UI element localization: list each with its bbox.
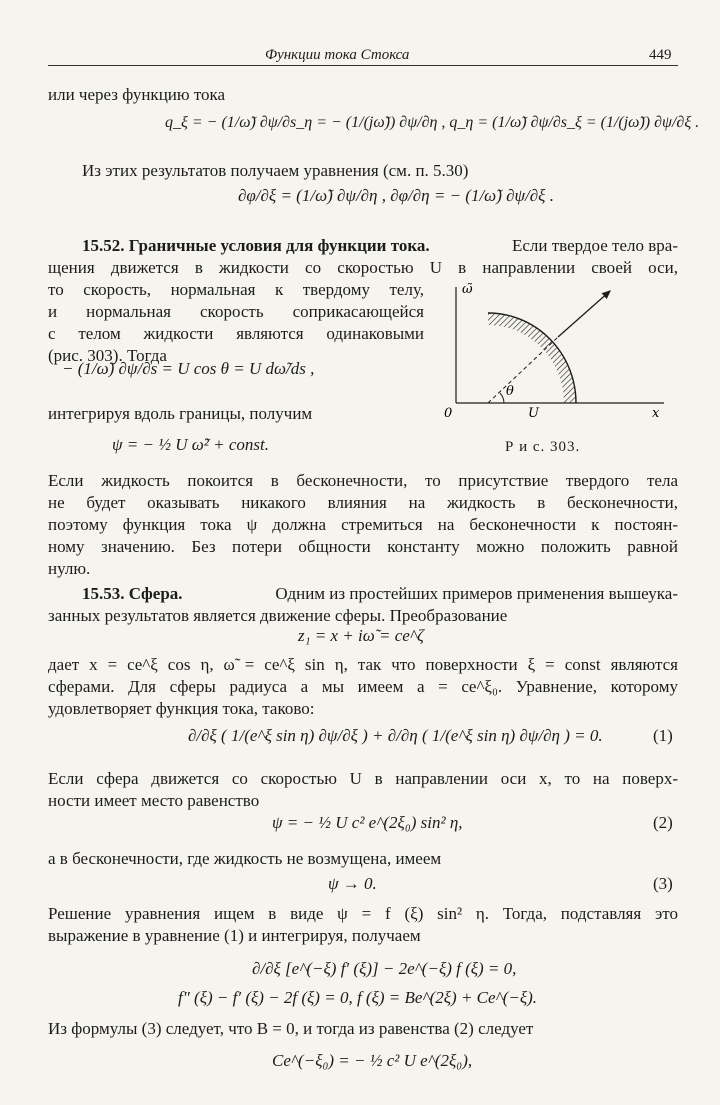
figure-303-diagram — [440, 283, 672, 423]
equation-potential-relations: ∂φ/∂ξ = (1/ω̃) ∂ψ/∂η , ∂φ/∂η = − (1/ω̃) ∂ψ/∂ξ . — [238, 186, 554, 205]
paragraph-at-infinity: а в бесконечности, где жидкость не возмущена, имеем — [48, 849, 442, 868]
velocity-label: U — [528, 406, 539, 421]
text-line: с телом жидкости являются одинаковыми — [48, 324, 424, 343]
section-15-53-line-2: занных результатов является движение сферы. Преобразование — [48, 606, 508, 625]
section-heading-15-52: 15.52. Граничные условия для функции тока. — [82, 236, 430, 255]
equation-number-3: (3) — [653, 874, 673, 893]
sphere-surface-hatching — [488, 313, 576, 403]
paragraph-sphere-moving — [48, 768, 678, 812]
equation-number-1: (1) — [653, 726, 673, 745]
section-15-53-first-line — [82, 583, 678, 605]
text-line: (рис. 303). Тогда — [48, 346, 167, 365]
section-heading-15-53: 15.53. Сфера. — [82, 584, 183, 603]
text-line: ному значению. Без потери общности константу можно положить равной — [48, 537, 678, 556]
text-line: Решение уравнения ищем в виде ψ = f (ξ) sin² η. Тогда, подставляя это — [48, 904, 678, 923]
paragraph-integrating: интегрируя вдоль границы, получим — [48, 404, 313, 423]
text-line: и нормальная скорость соприкасающейся — [48, 302, 424, 321]
text-line: Если жидкость покоится в бесконечности, то присутствие твердого тела — [48, 471, 678, 490]
text-line: щения движется в жидкости со скоростью U в направлении своей оси, — [48, 258, 678, 277]
origin-label: 0 — [444, 406, 453, 421]
angle-theta-label: θ — [506, 384, 514, 399]
equation-constant-c: Ce^(−ξ₀) = − ½ c² U e^(2ξ₀), — [272, 1051, 473, 1070]
text-line: удовлетворяет функция тока, таково: — [48, 699, 315, 718]
equation-integrated-form: ∂/∂ξ [e^(−ξ) f′ (ξ)] − 2e^(−ξ) f (ξ) = 0, — [252, 959, 517, 978]
header-rule — [48, 65, 678, 66]
equation-velocity-components: q_ξ = − (1/ω̃) ∂ψ/∂s_η = − (1/(jω̃)) ∂ψ/∂η , q_η = (1/ω̃) ∂ψ/∂s_ξ = (1/(jω̃)) ∂ψ/∂ξ . — [165, 114, 700, 131]
text-line: поэтому функция тока ψ должна стремиться на бесконечности к постоян- — [48, 515, 678, 534]
paragraph-intro: или через функцию тока — [48, 85, 226, 104]
paragraph-sphere-coordinates — [48, 654, 678, 720]
normal-vector-arrow — [558, 291, 610, 337]
axis-y-label: ω̃ — [462, 283, 473, 297]
equation-surface-condition: ψ = − ½ U c² e^(2ξ₀) sin² η, — [272, 813, 463, 832]
section-15-52-first-line — [82, 235, 678, 257]
page-number: 449 — [649, 47, 672, 63]
paragraph-results: Из этих результатов получаем уравнения (см. п. 5.30) — [82, 161, 469, 180]
section-15-53-line-1: Одним из простейших примеров применения вышеука- — [275, 584, 678, 603]
text-line: ности имеет место равенство — [48, 791, 260, 810]
equation-infinity-condition: ψ → 0. — [328, 874, 377, 893]
axis-x-label: x — [652, 406, 660, 421]
text-line: выражение в уравнение (1) и интегрируя, получаем — [48, 926, 421, 945]
paragraph-fluid-at-infinity — [48, 470, 678, 580]
equation-stream-function-pde: ∂/∂ξ ( 1/(e^ξ sin η) ∂ψ/∂ξ ) + ∂/∂η ( 1/(e^ξ sin η) ∂ψ/∂η ) = 0. — [188, 726, 603, 745]
text-line: дает x = ce^ξ cos η, ω̃ = ce^ξ sin η, так что поверхности ξ = const являются — [48, 655, 678, 674]
section-15-52-paragraph — [48, 257, 678, 279]
text-line: сферами. Для сферы радиуса a мы имеем a = ce^ξ₀. Уравнение, которому — [48, 677, 678, 696]
text-line: нулю. — [48, 559, 91, 578]
text-line: не будет оказывать никакого влияния на жидкость в бесконечности, — [48, 493, 678, 512]
figure-303-caption: Р и с. 303. — [505, 439, 581, 455]
theta-angle-arc — [500, 393, 504, 403]
text-line: то скорость, нормальная к твердому телу, — [48, 280, 424, 299]
section-15-52-line-1: Если твердое тело вра- — [511, 236, 678, 255]
equation-stream-function-boundary: ψ = − ½ U ω̃² + const. — [112, 435, 269, 454]
equation-transformation: z₁ = x + iω̃ = ce^ζ — [298, 626, 424, 645]
equation-number-2: (2) — [653, 813, 673, 832]
paragraph-formula-3-follows: Из формулы (3) следует, что B = 0, и тогда из равенства (2) следует — [48, 1019, 534, 1038]
text-line: Если сфера движется со скоростью U в направлении оси x, то на поверх- — [48, 769, 678, 788]
equation-ode-solution: f″ (ξ) − f′ (ξ) − 2f (ξ) = 0, f (ξ) = Be^(2ξ) + Ce^(−ξ). — [178, 988, 538, 1007]
equation-boundary-condition: − (1/ω̃) ∂ψ/∂s = U cos θ = U dω̃/ds , — [62, 359, 315, 378]
section-15-52-wrapped-text — [48, 279, 424, 367]
paragraph-solution-form — [48, 903, 678, 947]
running-header-title: Функции тока Стокса — [265, 47, 410, 63]
